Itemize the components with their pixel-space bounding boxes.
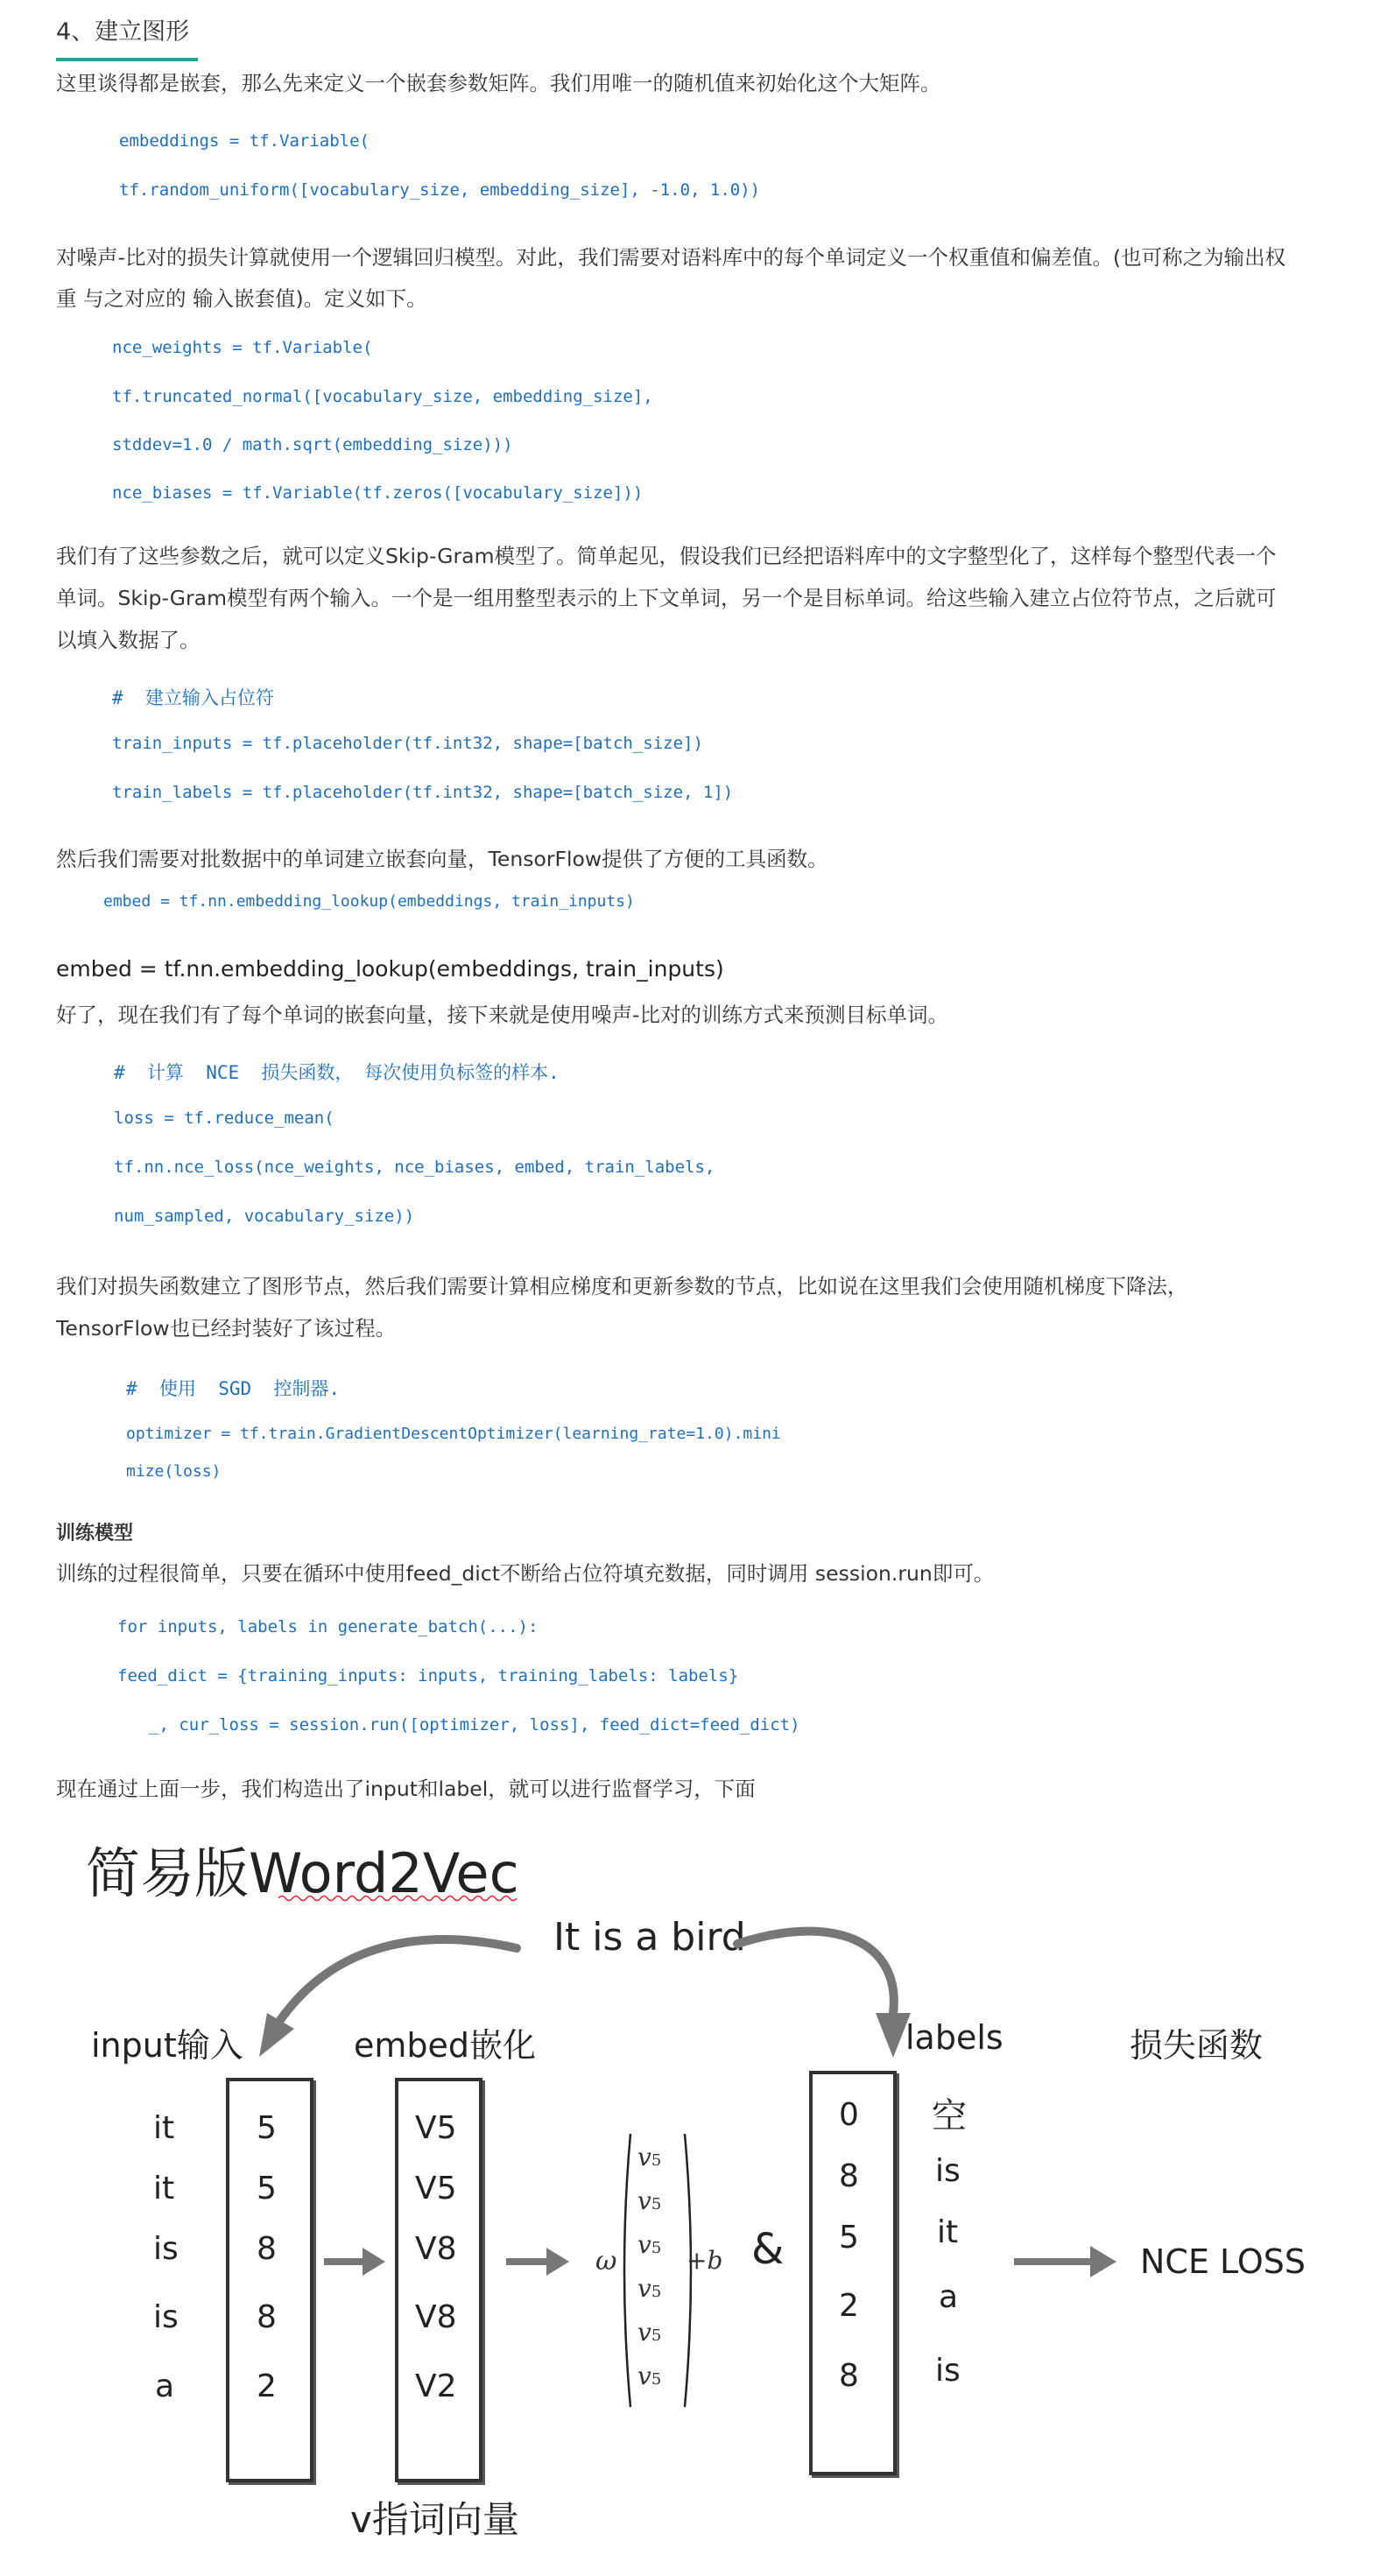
code-line: mize(loss) xyxy=(126,1462,222,1481)
paragraph: 以填入数据了。 xyxy=(56,628,201,652)
label-id: 0 xyxy=(839,2097,859,2133)
paragraph: 单词。Skip-Gram模型有两个输入。一个是一组用整型表示的上下文单词，另一个是目标单词。给这些输入建立占位符节点，之后就可 xyxy=(56,586,1277,610)
input-word: it xyxy=(153,2110,175,2146)
vector-symbol: v xyxy=(637,2318,651,2347)
input-word: a xyxy=(155,2368,175,2404)
embed-vector: V5 xyxy=(415,2110,457,2146)
omega-symbol: ω xyxy=(595,2246,617,2277)
label-word: it xyxy=(937,2214,959,2250)
code-line: nce_weights = tf.Variable( xyxy=(112,338,373,357)
word-id: 5 xyxy=(257,2110,277,2146)
paragraph: 这里谈得都是嵌套，那么先来定义一个嵌套参数矩阵。我们用唯一的随机值来初始化这个大矩阵。 xyxy=(56,71,941,95)
heading-underline xyxy=(56,58,198,61)
vector-subscript: 5 xyxy=(651,2151,662,2170)
code-line: train_inputs = tf.placeholder(tf.int32, shape=[batch_size]) xyxy=(112,734,703,753)
section-heading: 4、建立图形 xyxy=(56,18,190,46)
label-word: is xyxy=(935,2153,961,2189)
paragraph: 我们有了这些参数之后，就可以定义Skip-Gram模型了。简单起见，假设我们已经把语料库中的文字整型化了，这样每个整型代表一个 xyxy=(56,544,1277,568)
subheading-train-model: 训练模型 xyxy=(56,1523,134,1545)
embed-vector: V5 xyxy=(415,2171,457,2206)
vector-subscript: 5 xyxy=(651,2239,662,2257)
paragraph: 现在通过上面一步，我们构造出了input和label，就可以进行监督学习，下面 xyxy=(56,1777,756,1801)
embed-vector: V2 xyxy=(415,2368,457,2404)
label-id: 8 xyxy=(839,2158,859,2194)
code-line: num_sampled, vocabulary_size)) xyxy=(114,1207,415,1226)
vector-symbol: v xyxy=(637,2361,651,2390)
code-line: feed_dict = {training_inputs: inputs, training_labels: labels} xyxy=(117,1666,739,1686)
vector-entry xyxy=(637,2318,661,2347)
diagram-title-en: Word2Vec xyxy=(249,1841,519,1905)
label-word: 空 xyxy=(932,2096,967,2136)
code-line: tf.truncated_normal([vocabulary_size, embedding_size], xyxy=(112,387,653,406)
code-comment: # 建立输入占位符 xyxy=(112,687,274,708)
code-line: tf.nn.nce_loss(nce_weights, nce_biases, embed, train_labels, xyxy=(114,1158,715,1177)
label-id: 2 xyxy=(839,2288,859,2324)
word2vec-diagram xyxy=(0,1799,1373,2576)
paragraph: 然后我们需要对批数据中的单词建立嵌套向量，TensorFlow提供了方便的工具函数。 xyxy=(56,847,828,871)
input-word: is xyxy=(153,2299,179,2335)
embed-vector: V8 xyxy=(415,2299,457,2335)
input-word: is xyxy=(153,2231,179,2267)
code-line: for inputs, labels in generate_batch(...): xyxy=(117,1617,539,1636)
input-word: it xyxy=(153,2171,175,2206)
example-sentence: It is a bird xyxy=(553,1915,746,1960)
vector-subscript: 5 xyxy=(651,2195,662,2214)
code-line: _, cur_loss = session.run([optimizer, loss], feed_dict=feed_dict) xyxy=(149,1715,800,1735)
code-line: train_labels = tf.placeholder(tf.int32, shape=[batch_size, 1]) xyxy=(112,783,734,802)
embed-label: embed嵌化 xyxy=(354,2026,537,2065)
embed-vector: V8 xyxy=(415,2231,457,2267)
code-line: optimizer = tf.train.GradientDescentOptimizer(learning_rate=1.0).mini xyxy=(126,1425,781,1443)
code-line: tf.random_uniform([vocabulary_size, embedding_size], -1.0, 1.0)) xyxy=(119,180,761,200)
code-line: loss = tf.reduce_mean( xyxy=(114,1109,334,1128)
paragraph: 我们对损失函数建立了图形节点，然后我们需要计算相应梯度和更新参数的节点，比如说在这里我们会使用随机梯度下降法， xyxy=(56,1274,1188,1299)
word-id: 5 xyxy=(257,2171,277,2206)
vector-entry xyxy=(637,2230,661,2259)
paragraph: 训练的过程很简单，只要在循环中使用feed_dict不断给占位符填充数据，同时调用 session.run即可。 xyxy=(56,1561,995,1586)
word-id: 8 xyxy=(257,2231,277,2267)
vector-caption: v指词向量 xyxy=(350,2498,519,2541)
nce-loss-label: NCE LOSS xyxy=(1140,2242,1306,2281)
code-line: embed = tf.nn.embedding_lookup(embeddings, train_inputs) xyxy=(103,892,635,911)
cropped-text-fragment xyxy=(56,935,844,946)
paragraph: TensorFlow也已经封装好了该过程。 xyxy=(56,1316,397,1341)
code-line: embeddings = tf.Variable( xyxy=(119,131,370,151)
bias-term: +b xyxy=(686,2246,723,2275)
label-id: 5 xyxy=(839,2220,859,2256)
paragraph: 好了，现在我们有了每个单词的嵌套向量，接下来就是使用噪声-比对的训练方式来预测目标单词。 xyxy=(56,1003,948,1027)
code-comment: # 计算 NCE 损失函数， 每次使用负标签的样本. xyxy=(114,1062,560,1083)
input-label: input输入 xyxy=(91,2026,243,2065)
diagram-title-cn: 简易版 xyxy=(86,1841,250,1905)
vector-symbol: v xyxy=(637,2186,651,2215)
vector-entry xyxy=(637,2186,661,2215)
word-id: 8 xyxy=(257,2299,277,2335)
code-comment: # 使用 SGD 控制器. xyxy=(126,1378,341,1399)
ampersand: & xyxy=(751,2225,785,2274)
paragraph: 重 与之对应的 输入嵌套值)。定义如下。 xyxy=(56,286,427,311)
word-id: 2 xyxy=(257,2368,277,2404)
code-line: stddev=1.0 / math.sqrt(embedding_size))) xyxy=(112,435,513,454)
vector-subscript: 5 xyxy=(651,2370,662,2389)
vector-symbol: v xyxy=(637,2143,651,2171)
vector-symbol: v xyxy=(637,2230,651,2259)
vector-subscript: 5 xyxy=(651,2326,662,2345)
vector-symbol: v xyxy=(637,2274,651,2303)
vector-entry xyxy=(637,2143,661,2171)
label-id: 8 xyxy=(839,2358,859,2394)
code-line: nce_biases = tf.Variable(tf.zeros([vocabulary_size])) xyxy=(112,483,644,503)
label-word: is xyxy=(935,2353,961,2389)
labels-label: labels xyxy=(905,2018,1003,2057)
vector-entry xyxy=(637,2361,661,2390)
paragraph: embed = tf.nn.embedding_lookup(embeddings, train_inputs) xyxy=(56,956,724,982)
paragraph: 对噪声-比对的损失计算就使用一个逻辑回归模型。对此，我们需要对语料库中的每个单词定义一个权重值和偏差值。(也可称之为输出权 xyxy=(56,245,1286,270)
label-word: a xyxy=(939,2279,959,2315)
vector-entry xyxy=(637,2274,661,2303)
vector-subscript: 5 xyxy=(651,2283,662,2301)
loss-function-label: 损失函数 xyxy=(1130,2026,1264,2065)
